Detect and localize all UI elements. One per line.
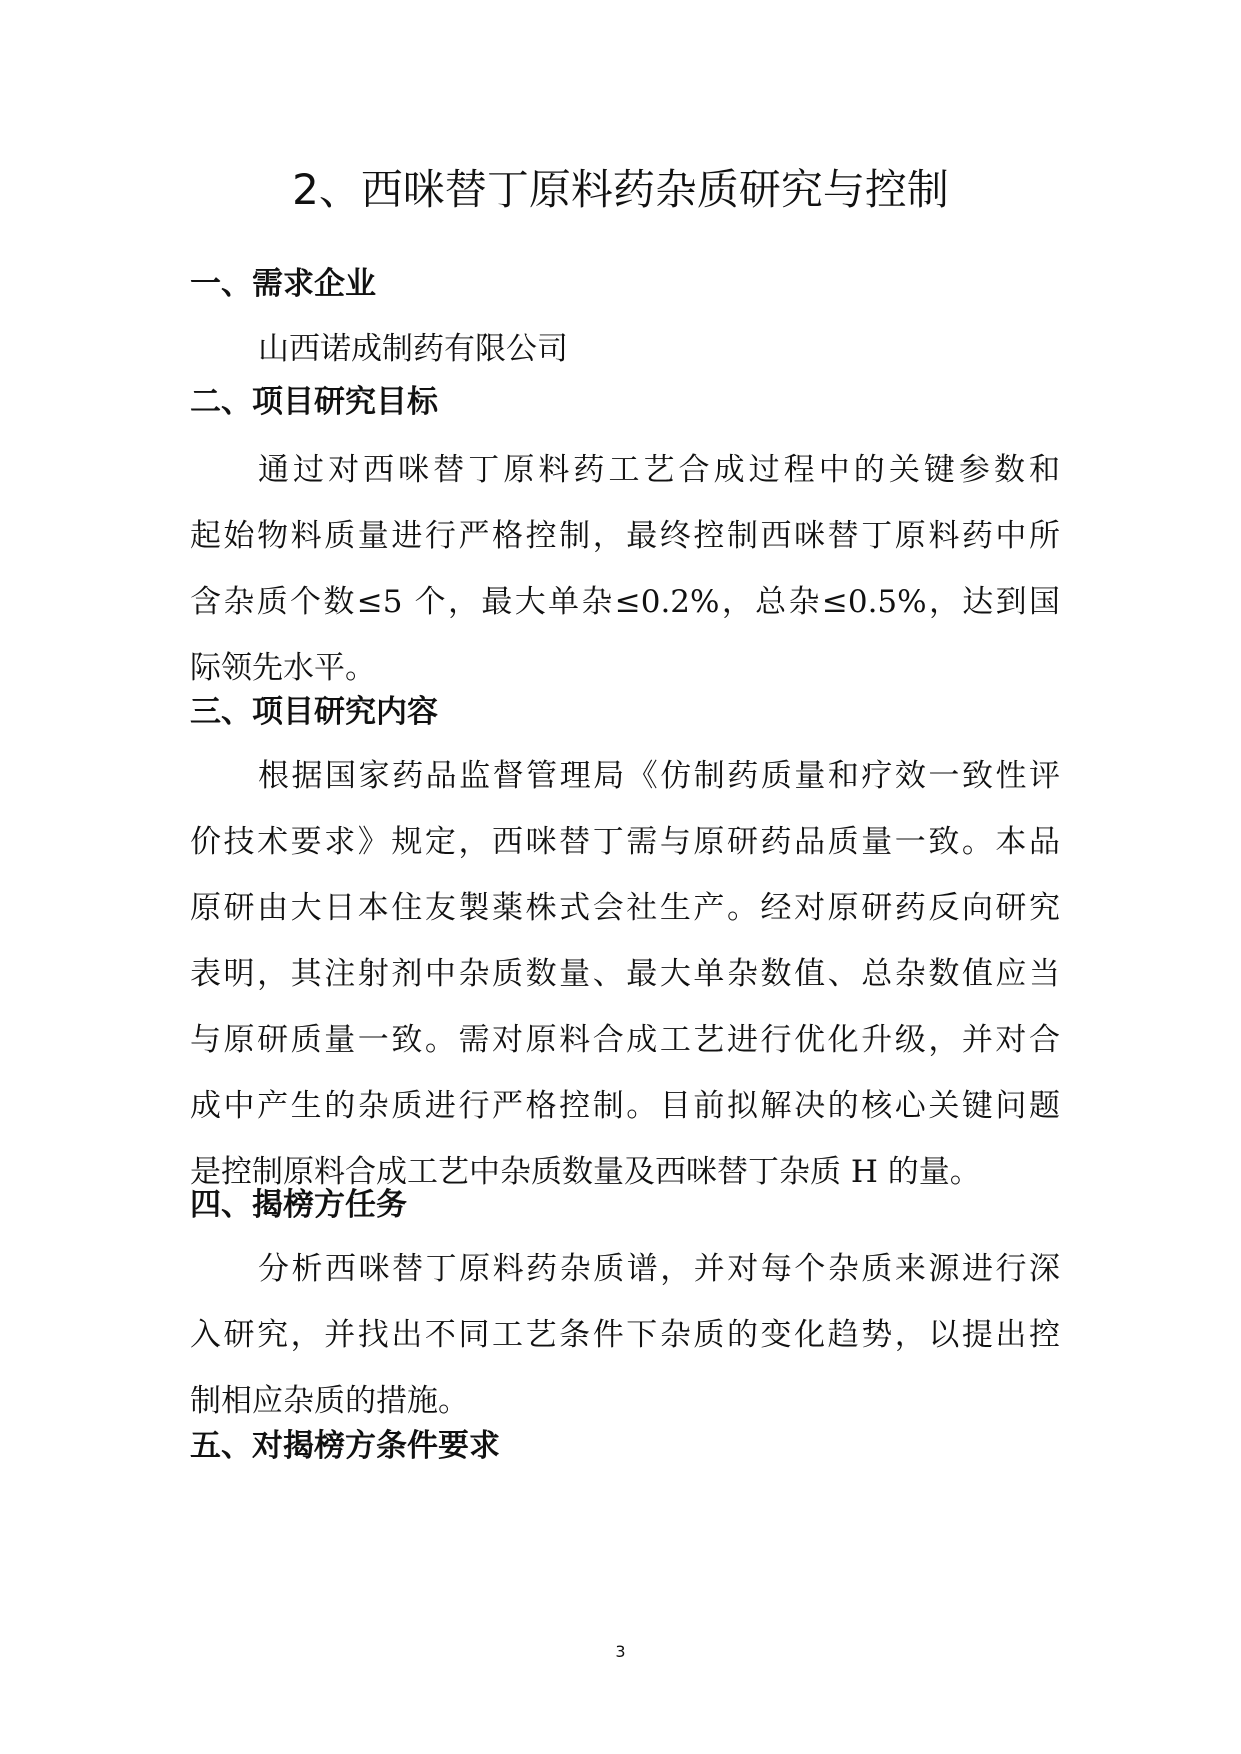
section-body-research-goal [190, 437, 1060, 701]
paragraph-line: 含杂质个数≤5 个，最大单杂≤0.2%，总杂≤0.5%，达到国 [190, 584, 1060, 620]
document-title: 2、西咪替丁原料药杂质研究与控制 [292, 165, 949, 214]
page-number: 3 [615, 1642, 626, 1661]
paragraph-line: 是控制原料合成工艺中杂质数量及西咪替丁杂质 H 的量。 [190, 1154, 981, 1190]
section-body-task [190, 1236, 1060, 1434]
paragraph-line: 与原研质量一致。需对原料合成工艺进行优化升级，并对合 [190, 1022, 1060, 1058]
paragraph-line: 山西诺成制药有限公司 [258, 331, 568, 367]
paragraph-line: 原研由大日本住友製薬株式会社生产。经对原研药反向研究 [190, 890, 1060, 926]
section-body-research-content [190, 743, 1060, 1205]
paragraph-line: 价技术要求》规定，西咪替丁需与原研药品质量一致。本品 [190, 824, 1060, 860]
section-heading-requirements: 五、对揭榜方条件要求 [190, 1428, 500, 1464]
section-heading-task: 四、揭榜方任务 [190, 1187, 407, 1223]
paragraph-line: 通过对西咪替丁原料药工艺合成过程中的关键参数和 [258, 452, 1060, 488]
section-heading-research-content: 三、项目研究内容 [190, 694, 438, 730]
section-body-demand-enterprise [190, 316, 1060, 382]
paragraph-line: 制相应杂质的措施。 [190, 1383, 469, 1419]
paragraph-line: 表明，其注射剂中杂质数量、最大单杂数值、总杂数值应当 [190, 956, 1060, 992]
paragraph-line: 起始物料质量进行严格控制，最终控制西咪替丁原料药中所 [190, 518, 1060, 554]
section-heading-demand-enterprise: 一、需求企业 [190, 266, 376, 302]
paragraph-line: 入研究，并找出不同工艺条件下杂质的变化趋势，以提出控 [190, 1317, 1060, 1353]
paragraph-line: 分析西咪替丁原料药杂质谱，并对每个杂质来源进行深 [258, 1251, 1060, 1287]
paragraph-line: 根据国家药品监督管理局《仿制药质量和疗效一致性评 [258, 758, 1060, 794]
paragraph-line: 际领先水平。 [190, 650, 376, 686]
section-heading-research-goal: 二、项目研究目标 [190, 384, 438, 420]
paragraph-line: 成中产生的杂质进行严格控制。目前拟解决的核心关键问题 [190, 1088, 1060, 1124]
